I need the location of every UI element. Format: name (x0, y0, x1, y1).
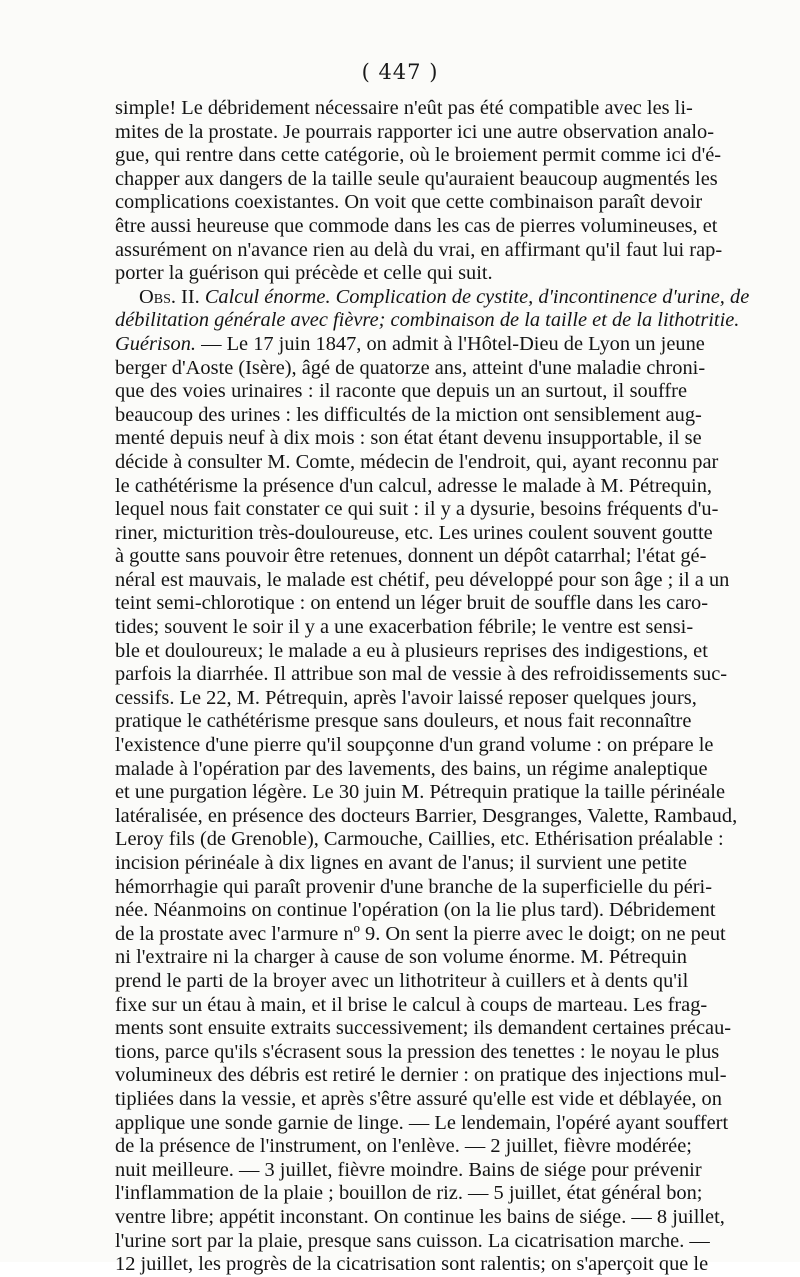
text-line (115, 1064, 727, 1088)
text-line (115, 1158, 702, 1183)
line-text: mites de la prostate. Je pourrais rapporter ici une autre observation analo- (115, 120, 715, 143)
text-line (115, 285, 750, 310)
line-text: néral est mauvais, le malade est chétif, peu développé pour son âge ; il a un (115, 568, 730, 591)
line-text: simple! Le débridement nécessaire n'eût pas été compatible avec les li- (115, 97, 693, 119)
text-line (115, 1205, 725, 1230)
text-line (115, 309, 740, 333)
text-line (115, 1087, 722, 1112)
text-line (115, 1017, 732, 1041)
text-line (115, 521, 713, 546)
body-text (115, 97, 750, 1277)
line-text: de la prostate avec l'armure nº 9. On sent la pierre avec le doigt; on ne peut (115, 922, 726, 945)
text-line (115, 191, 703, 215)
page-number: ( 447 ) (361, 60, 439, 84)
line-text: applique une sonde garnie de linge. — Le lendemain, l'opéré ayant souffert (115, 1111, 729, 1134)
text-line (115, 757, 708, 782)
line-text: complications coexistantes. On voit que cette combinaison paraît devoir (115, 191, 703, 214)
line-text: ventre libre; appétit inconstant. On continue les bains de siége. — 8 juillet, (115, 1205, 725, 1228)
line-text: décide à consulter M. Comte, médecin de l'endroit, qui, ayant reconnu par (115, 450, 719, 473)
text-line (115, 568, 730, 593)
line-text: lequel nous fait constater ce qui suit : il y a dysurie, besoins fréquents d'u- (115, 498, 719, 521)
text-line (115, 1253, 709, 1277)
line-text: être aussi heureuse que commode dans les cas de pierres volumineuses, et (115, 214, 718, 237)
text-line (115, 380, 687, 404)
text-line (115, 450, 719, 475)
line-text: incision périnéale à dix lignes en avant de l'anus; il survient une petite (115, 852, 687, 874)
text-line (115, 498, 719, 522)
line-text: prend le parti de la broyer avec un lithotriteur à cuillers et à dents qu'il (115, 969, 689, 992)
line-text: ni l'extraire ni la charger à cause de son volume énorme. M. Pétrequin (115, 946, 687, 969)
italic-text: débilitation générale avec fièvre; combinaison de la taille et de la lithotritie. (115, 309, 740, 332)
line-text: 12 juillet, les progrès de la cicatrisation sont ralentis; on s'aperçoit que le (115, 1253, 709, 1276)
line-text: hémorrhagie qui paraît provenir d'une branche de la superficielle du péri- (115, 875, 713, 898)
text-line (115, 332, 705, 357)
line-text: menté depuis neuf à dix mois : son état étant devenu insupportable, il se (115, 427, 702, 450)
italic-text: Calcul énorme. Complication de cystite, d'incontinence d'urine, de (199, 285, 750, 308)
text-line (115, 899, 716, 923)
line-text: porter la guérison qui précède et celle qui suit. (115, 262, 493, 285)
text-line (115, 238, 723, 263)
text-line (115, 639, 708, 664)
text-line (115, 97, 693, 121)
line-text: assurément on n'avance rien au delà du vrai, en affirmant qu'il faut lui rap- (115, 238, 723, 261)
line-text: le cathétérisme la présence d'un calcul, adresse le malade à M. Pétrequin, (115, 474, 713, 497)
line-text: chapper aux dangers de la taille seule qu'auraient beaucoup augmentés les (115, 167, 718, 190)
line-text: cessifs. Le 22, M. Pétrequin, après l'avoir laissé reposer quelques jours, (115, 686, 697, 709)
text-line (115, 781, 725, 805)
line-text: volumineux des débris est retiré le dernier : on pratique des injections mul- (115, 1064, 727, 1087)
line-text: pratique le cathétérisme presque sans douleurs, et nous fait reconnaître (115, 710, 692, 733)
text-line (115, 1182, 703, 1206)
line-text: parfois la diarrhée. Il attribue son mal de vessie à des refroidissements suc- (115, 663, 728, 686)
text-line (115, 616, 694, 640)
text-line (115, 734, 714, 758)
text-line (115, 545, 707, 569)
line-text: l'existence d'une pierre qu'il soupçonne d'un grand volume : on prépare le (115, 734, 714, 757)
text-line (115, 1229, 710, 1254)
line-text: gue, qui rentre dans cette catégorie, où le broiement permit comme ici d'é- (115, 144, 722, 167)
text-line (115, 663, 728, 687)
text-line (115, 993, 708, 1018)
text-line (115, 427, 702, 451)
text-line (115, 120, 715, 145)
line-text: et une purgation légère. Le 30 juin M. Pétrequin pratique la taille périnéale (115, 781, 725, 804)
text-line (115, 710, 692, 734)
text-line (115, 1111, 729, 1136)
text-line (115, 474, 713, 499)
line-text: Leroy fils (de Grenoble), Carmouche, Caillies, etc. Ethérisation préalable : (115, 828, 724, 851)
line-text: tipliées dans la vessie, et après s'être assuré qu'elle est vide et déblayée, on (115, 1087, 722, 1110)
line-text: à goutte sans pouvoir être retenues, donnent un dépôt catarrhal; l'état gé- (115, 545, 707, 568)
text-line (115, 804, 738, 829)
line-text: que des voies urinaires : il raconte que depuis un an surtout, il souffre (115, 380, 687, 403)
line-text: berger d'Aoste (Isère), âgé de quatorze ans, atteint d'une maladie chroni- (115, 356, 706, 379)
line-text: beaucoup des urines : les difficultés de la miction ont sensiblement aug- (115, 403, 702, 426)
line-text: l'inflammation de la plaie ; bouillon de riz. — 5 juillet, état général bon; (115, 1182, 703, 1205)
text-line (115, 875, 713, 900)
line-text: malade à l'opération par des lavements, des bains, un régime analeptique (115, 757, 708, 780)
text-line (115, 852, 687, 876)
observation-label: Obs. II. (139, 285, 200, 308)
line-text: née. Néanmoins on continue l'opération (on la lie plus tard). Débridement (115, 899, 716, 922)
line-text: latéralisée, en présence des docteurs Barrier, Desgranges, Valette, Rambaud, (115, 804, 738, 827)
line-text: fixe sur un étau à main, et il brise le calcul à coups de marteau. Les frag- (115, 993, 708, 1016)
text-line (115, 1135, 692, 1159)
text-line (115, 403, 702, 428)
text-line (115, 1040, 720, 1065)
line-text: tides; souvent le soir il y a une exacerbation fébrile; le ventre est sensi- (115, 616, 694, 639)
line-text: ments sont ensuite extraits successivement; ils demandent certaines précau- (115, 1017, 732, 1040)
line-text: nuit meilleure. — 3 juillet, fièvre moindre. Bains de siége pour prévenir (115, 1158, 702, 1181)
text-line (115, 592, 709, 616)
italic-text: Guérison. (115, 332, 196, 355)
line-text: l'urine sort par la plaie, presque sans cuisson. La cicatrisation marche. — (115, 1229, 710, 1252)
text-line (115, 946, 687, 970)
text-line (115, 262, 687, 286)
line-text: — Le 17 juin 1847, on admit à l'Hôtel-Dieu de Lyon un jeune (196, 332, 705, 355)
text-line (115, 970, 687, 994)
line-text: de la présence de l'instrument, on l'enlève. — 2 juillet, fièvre modérée; (115, 1135, 692, 1158)
text-line (115, 144, 722, 168)
line-text: ble et douloureux; le malade a eu à plusieurs reprises des indigestions, et (115, 639, 708, 662)
line-text: riner, micturition très-douloureuse, etc. Les urines coulent souvent goutte (115, 521, 713, 544)
text-line (115, 686, 697, 711)
text-line (115, 167, 718, 192)
line-text: teint semi-chlorotique : on entend un léger bruit de souffle dans les caro- (115, 592, 709, 615)
text-line (115, 922, 726, 947)
line-text: tions, parce qu'ils s'écrasent sous la pression des tenettes : le noyau le plus (115, 1040, 720, 1063)
text-line (115, 356, 706, 381)
text-line (115, 828, 724, 852)
text-line (115, 214, 718, 239)
